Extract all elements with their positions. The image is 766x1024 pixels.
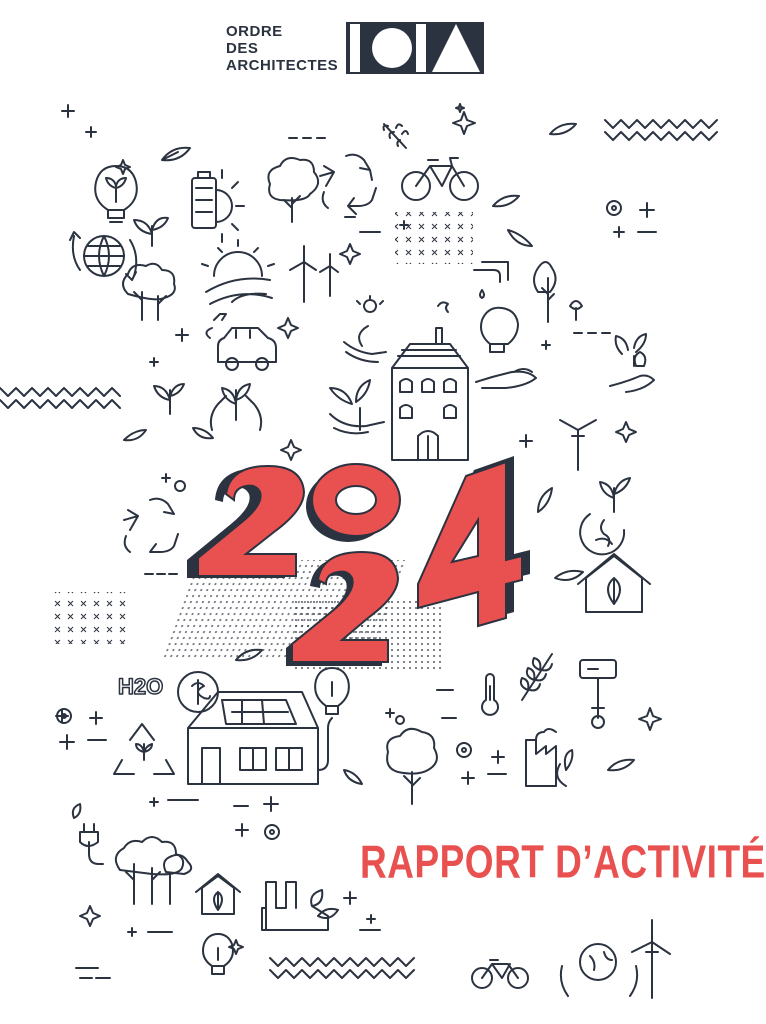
- thermometer-icon: [482, 674, 498, 715]
- recycle-icon: [320, 155, 376, 214]
- faucet-icon: [474, 262, 508, 298]
- hands-plant-icon: [211, 384, 261, 430]
- house-icon: [392, 302, 468, 460]
- factory-icon: [526, 729, 556, 786]
- solar-house-icon: [188, 692, 332, 784]
- logo-line-2: DES: [226, 39, 259, 57]
- electric-car-icon: [206, 314, 276, 370]
- logo-line-3: ARCHITECTES: [226, 56, 339, 74]
- sunset-icon: [202, 240, 274, 304]
- year-2024-graphic: [160, 456, 530, 672]
- zigzag-pattern: [270, 958, 414, 978]
- zigzag-pattern: [605, 120, 717, 140]
- globe-icon: [70, 232, 136, 280]
- h2o-label: H2O: [118, 674, 164, 699]
- report-title: RAPPORT D’ACTIVITÉ: [360, 836, 766, 888]
- battery-sun-icon: [192, 170, 244, 242]
- plug-icon: [73, 804, 103, 864]
- wind-turbine-icon: [290, 246, 338, 302]
- lightbulb-icon: [95, 166, 137, 222]
- logo-line-1: ORDRE: [226, 22, 283, 40]
- sparkle-icon: [453, 104, 475, 134]
- zigzag-pattern: [0, 388, 120, 408]
- tree-icon: [268, 158, 318, 222]
- bicycle-icon: [402, 158, 478, 200]
